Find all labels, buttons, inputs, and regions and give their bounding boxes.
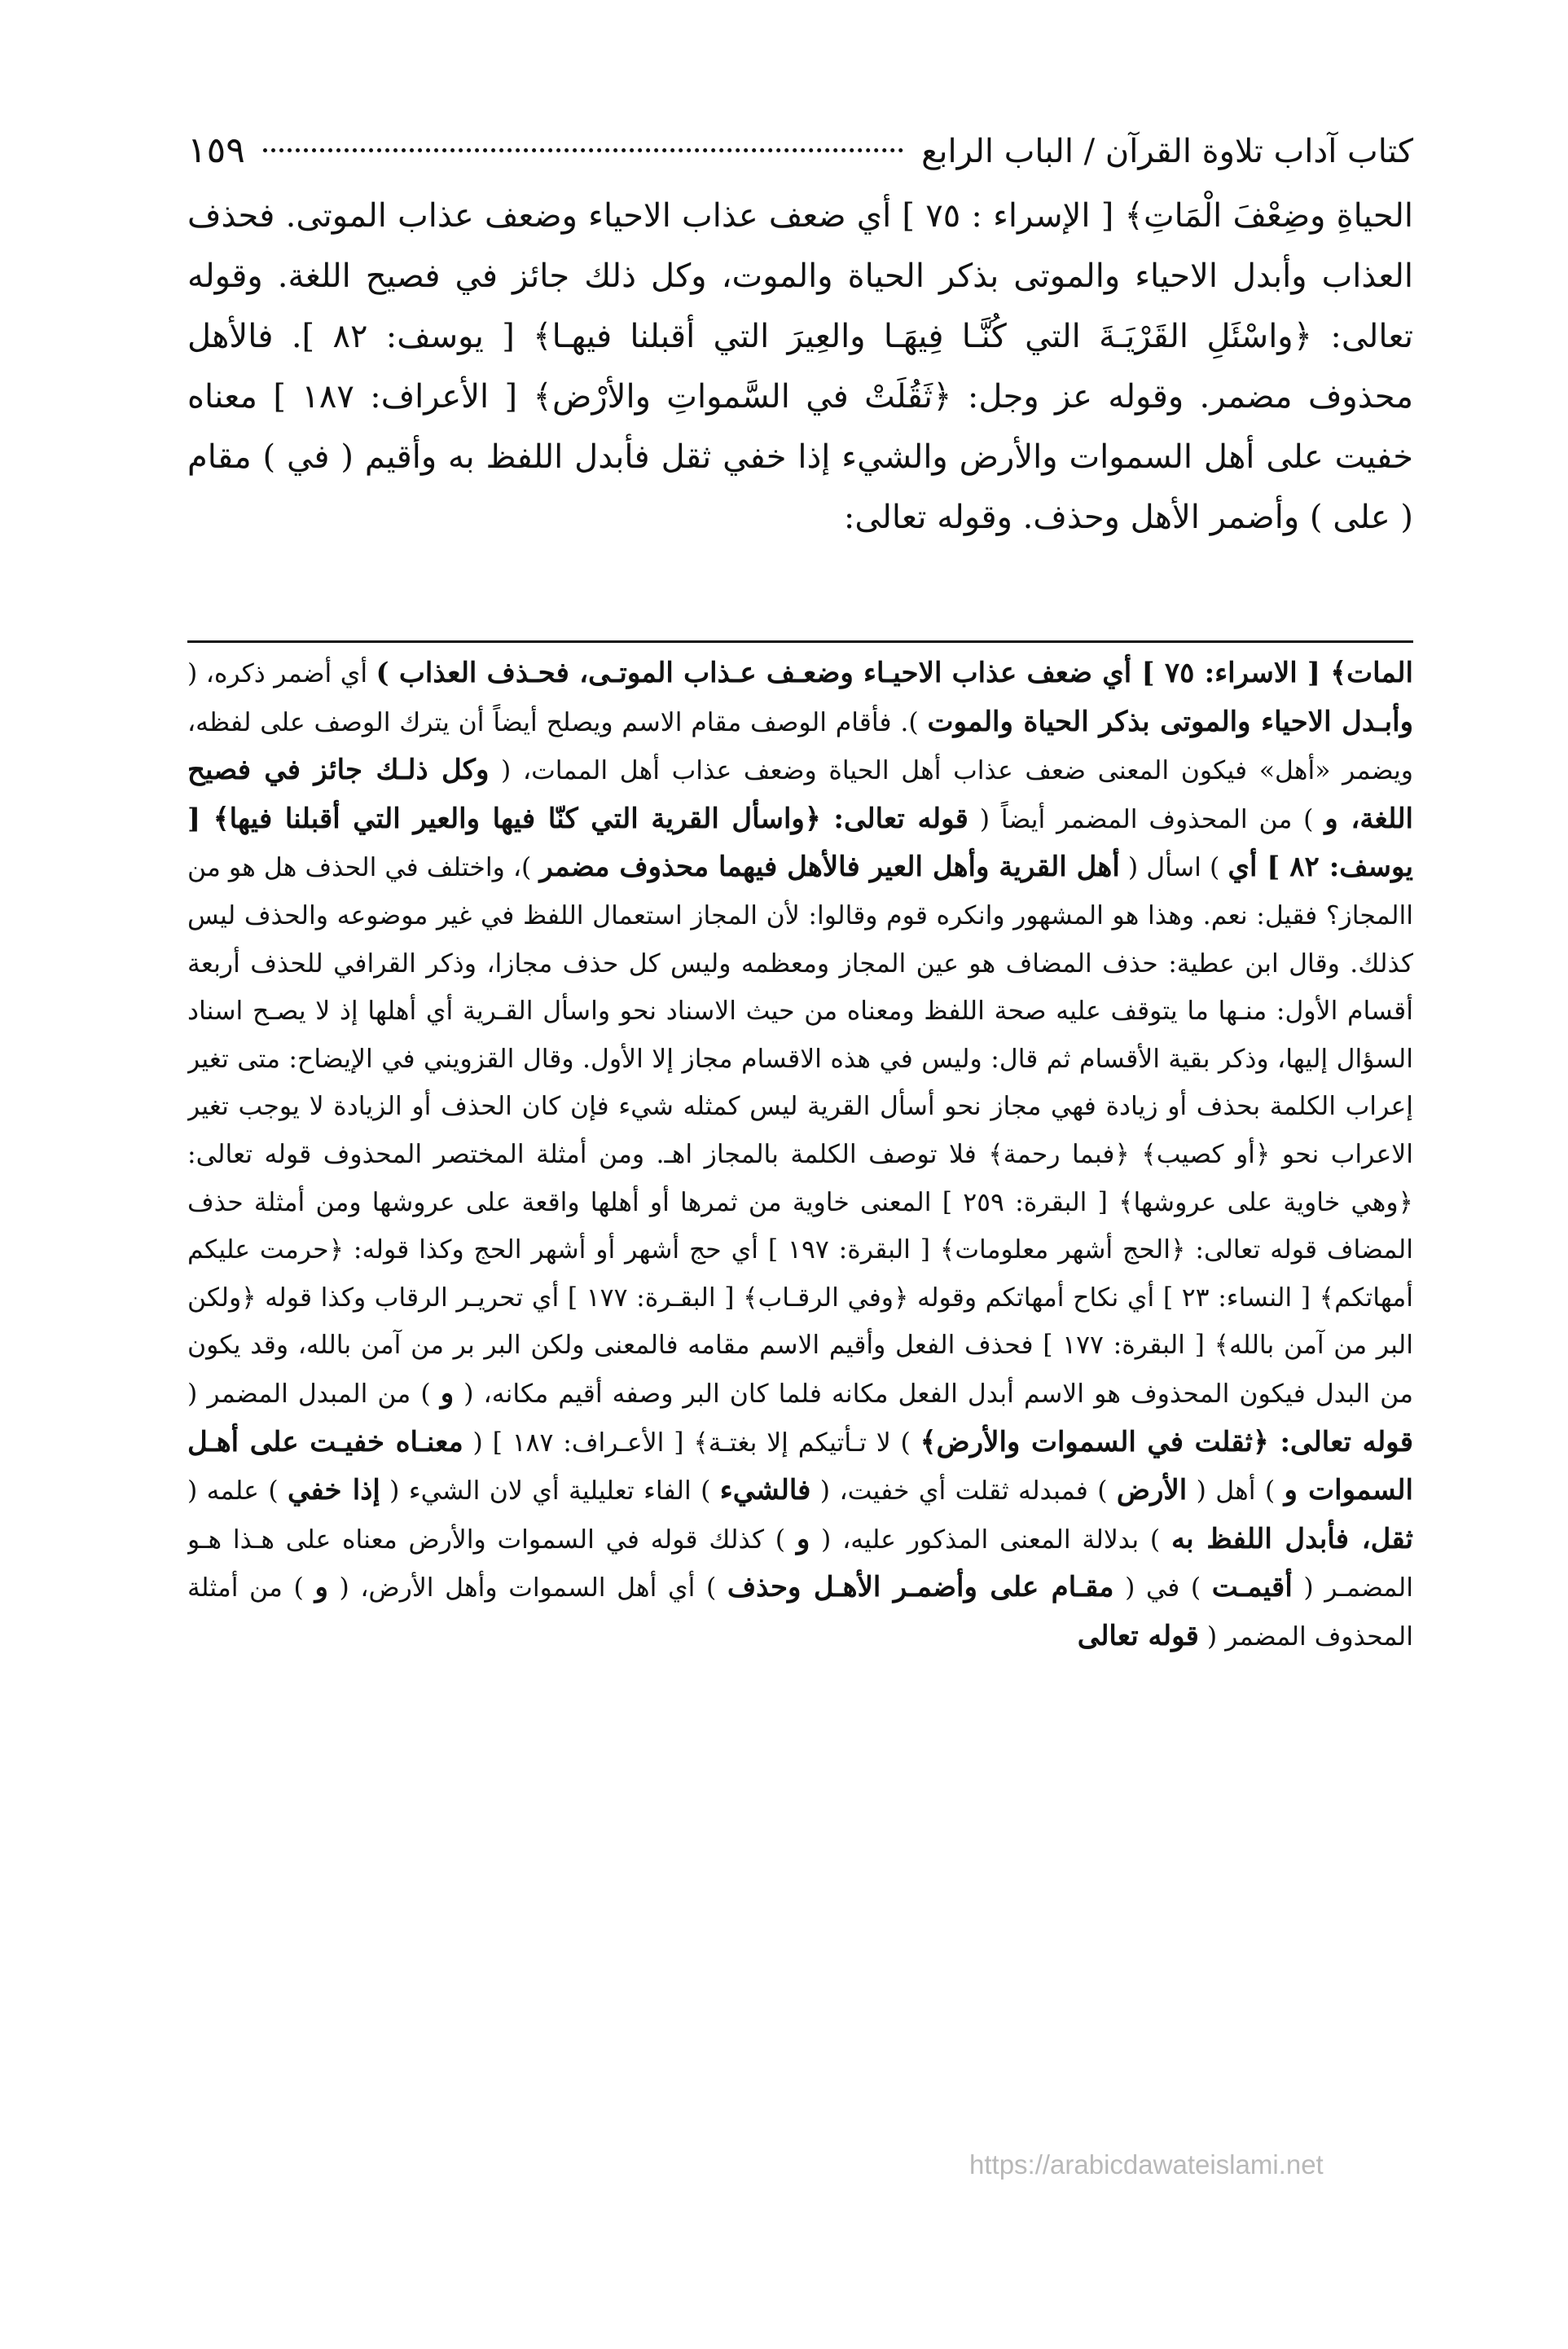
commentary-quoted-segment: قوله تعالى: ﴿واسأل القرية التي كنّا فيها والعير التي أقبلنا فيها﴾ [ يوسف: ٨٢ ] أي (187, 802, 1413, 884)
commentary-segment: ) كذلك قوله في السموات والأرض معناه على هـذا هـو المضمـر ( (187, 1524, 1413, 1603)
commentary-segment: ) علمه ( (187, 1476, 288, 1507)
page-number: ١٥٩ (187, 130, 245, 171)
commentary-quoted-segment: المات﴾ [ الاسراء: ٧٥ ] أي ضعف عذاب الاحيـاء وضعـف عـذاب الموتـى، فحـذف العذاب ) (376, 657, 1413, 689)
page-header (187, 122, 1413, 179)
commentary-quoted-segment: مقـام على وأضمـر الأهـل وحذف (727, 1571, 1114, 1604)
commentary-quoted-segment: فالشيء (719, 1474, 811, 1507)
commentary-quoted-segment: و (796, 1522, 810, 1555)
commentary-segment: ) اسأل ( (1119, 853, 1228, 883)
commentary-quoted-segment: وأبـدل الاحياء والموتى بذكر الحياة والموت (927, 705, 1413, 738)
footnote-divider (187, 640, 1413, 643)
book-page (187, 122, 1413, 2189)
commentary-segment: ) من المحذوف المضمر أيضاً ( (968, 804, 1325, 834)
commentary-segment: ) في ( (1113, 1573, 1212, 1603)
commentary-quoted-segment: أهل القرية وأهل العير فالأهل فيهما محذوف مضمر (539, 851, 1120, 884)
commentary-segment: ). فأقام الوصف مقام الاسم ويصلح أيضاً أن يترك الوصف على لفظه، ويضمر «أهل» فيكون المعنى ضعف عذاب أهل الحياة وضعف عذاب أهل الممات، ( (187, 707, 1413, 786)
commentary-quoted-segment: معنـاه خفيـت على أهـل السموات و (187, 1425, 1413, 1507)
commentary-quoted-segment: إذا خفي (288, 1474, 380, 1507)
watermark-url: https://arabicdawateislami.net (969, 2149, 1324, 2180)
main-text: الحياةِ وضِعْفَ الْمَاتِ﴾ [ الإسراء : ٧٥ ] أي ضعف عذاب الاحياء وضعف عذاب الموتى. فحذف العذاب وأبدل الاحياء والموتى بذكر الحياة والموت، وكل ذلك جائز في فصيح اللغة. وقوله تعالى: ﴿واسْئَلِ القَرْيَـةَ التي كُنَّـا فِيهَـا والعِيرَ التي أقبلنا فيهـا﴾ [ يوسف: ٨٢ ]. فالأهل محذوف مضمر. وقوله عز وجل: ﴿ثَقُلَتْ في السَّمواتِ والأرْض﴾ [ الأعراف: ١٨٧ ] معناه خفيت على أهل السموات والأرض والشيء إذا خفي ثقل فأبدل اللفظ به وأقيم ( في ) مقام ( على ) وأضمر الأهل وحذف. وقوله تعالى: (187, 197, 1413, 536)
commentary-segment: ) أي أهل السموات وأهل الأرض، ( (327, 1573, 727, 1603)
commentary-segment: ) الفاء تعليلية أي لان الشيء ( (380, 1476, 720, 1507)
running-title: كتاب آداب تلاوة القرآن / الباب الرابع (921, 133, 1413, 170)
commentary-quoted-segment: قوله تعالى (1077, 1619, 1199, 1652)
commentary-segment: ) أهل ( (1187, 1476, 1285, 1507)
commentary-segment: ) من المبدل المضمر ( (187, 1379, 441, 1409)
commentary-quoted-segment: و (440, 1376, 455, 1410)
dotted-leader (263, 148, 903, 152)
commentary-segment: ) فمبدله ثقلت أي خفيت، ( (810, 1476, 1117, 1507)
commentary-quoted-segment: وكل ذلـك جائز في فصيح اللغة، و (187, 754, 1413, 835)
commentary-segment: ) لا تـأتيكم إلا بغتـة﴾ [ الأعـراف: ١٨٧ ] ( (463, 1427, 920, 1458)
commentary-quoted-segment: الأرض (1116, 1474, 1188, 1507)
commentary-segment: ) من أمثلة المحذوف المضمر ( (187, 1573, 1413, 1652)
commentary-quoted-segment: و (314, 1571, 328, 1604)
commentary-quoted-segment: ثقل، فأبدل اللفظ به (1171, 1522, 1413, 1555)
commentary-segment: أي أضمر ذكره، ( (187, 659, 376, 688)
commentary-segment: ) بدلالة المعنى المذكور عليه، ( (810, 1524, 1171, 1555)
commentary-text (187, 649, 1413, 2189)
commentary-quoted-segment: أقيمـت (1211, 1571, 1293, 1604)
commentary-quoted-segment: قوله تعالى: ﴿ثقلت في السموات والأرض﴾ (920, 1425, 1413, 1458)
commentary-segment: )، واختلف في الحذف هل هو من االمجاز؟ فقيل: نعم. وهذا هو المشهور وانكره قوم وقالوا: لأن المجاز استعمال اللفظ في غير موضوعه والحذف ليس كذلك. وقال ابن عطية: حذف المضاف هو عين المجاز ومعظمه وليس كل حذف مجازا، وذكر القرافي للحذف أربعة أقسام الأول: منـها ما يتوقف عليه صحة اللفظ ومعناه من حيث الاسناد نحو واسأل القـرية أي أهلها إذ لا يصـح اسناد السؤال إليها، وذكر بقية الأقسام ثم قال: وليس في هذه الاقسام مجاز إلا الأول. وقال القزويني في الإيضاح: متى تغير إعراب الكلمة بحذف أو زيادة فهي مجاز نحو أسأل القرية ليس كمثله شيء فإن كان الحذف أو الزيادة لا يوجب تغير الاعراب نحو ﴿أو كصيب﴾ ﴿فبما رحمة﴾ فلا توصف الكلمة بالمجاز اهـ. ومن أمثلة المختصر المحذوف قوله تعالى: ﴿وهي خاوية على عروشها﴾ [ البقرة: ٢٥٩ ] المعنى خاوية من ثمرها أو أهلها واقعة على عروشها ومن أمثلة حذف المضاف قوله تعالى: ﴿الحج أشهر معلومات﴾ [ البقرة: ١٩٧ ] أي حج أشهر أو أشهر الحج وكذا قوله: ﴿حرمت عليكم أمهاتكم﴾ [ النساء: ٢٣ ] أي نكاح أمهاتكم وقوله ﴿وفي الرقـاب﴾ [ البقـرة: ١٧٧ ] أي تحريـر الرقاب وكذا قوله ﴿ولكن البر من آمن بالله﴾ [ البقرة: ١٧٧ ] فحذف الفعل وأقيم الاسم مقامه فالمعنى ولكن البر بر من آمن بالله، وقد يكون من البدل فيكون المحذوف هو الاسم أبدل الفعل مكانه فلما كان البر وصفه أقيم مكانه، ( (187, 853, 1413, 1409)
